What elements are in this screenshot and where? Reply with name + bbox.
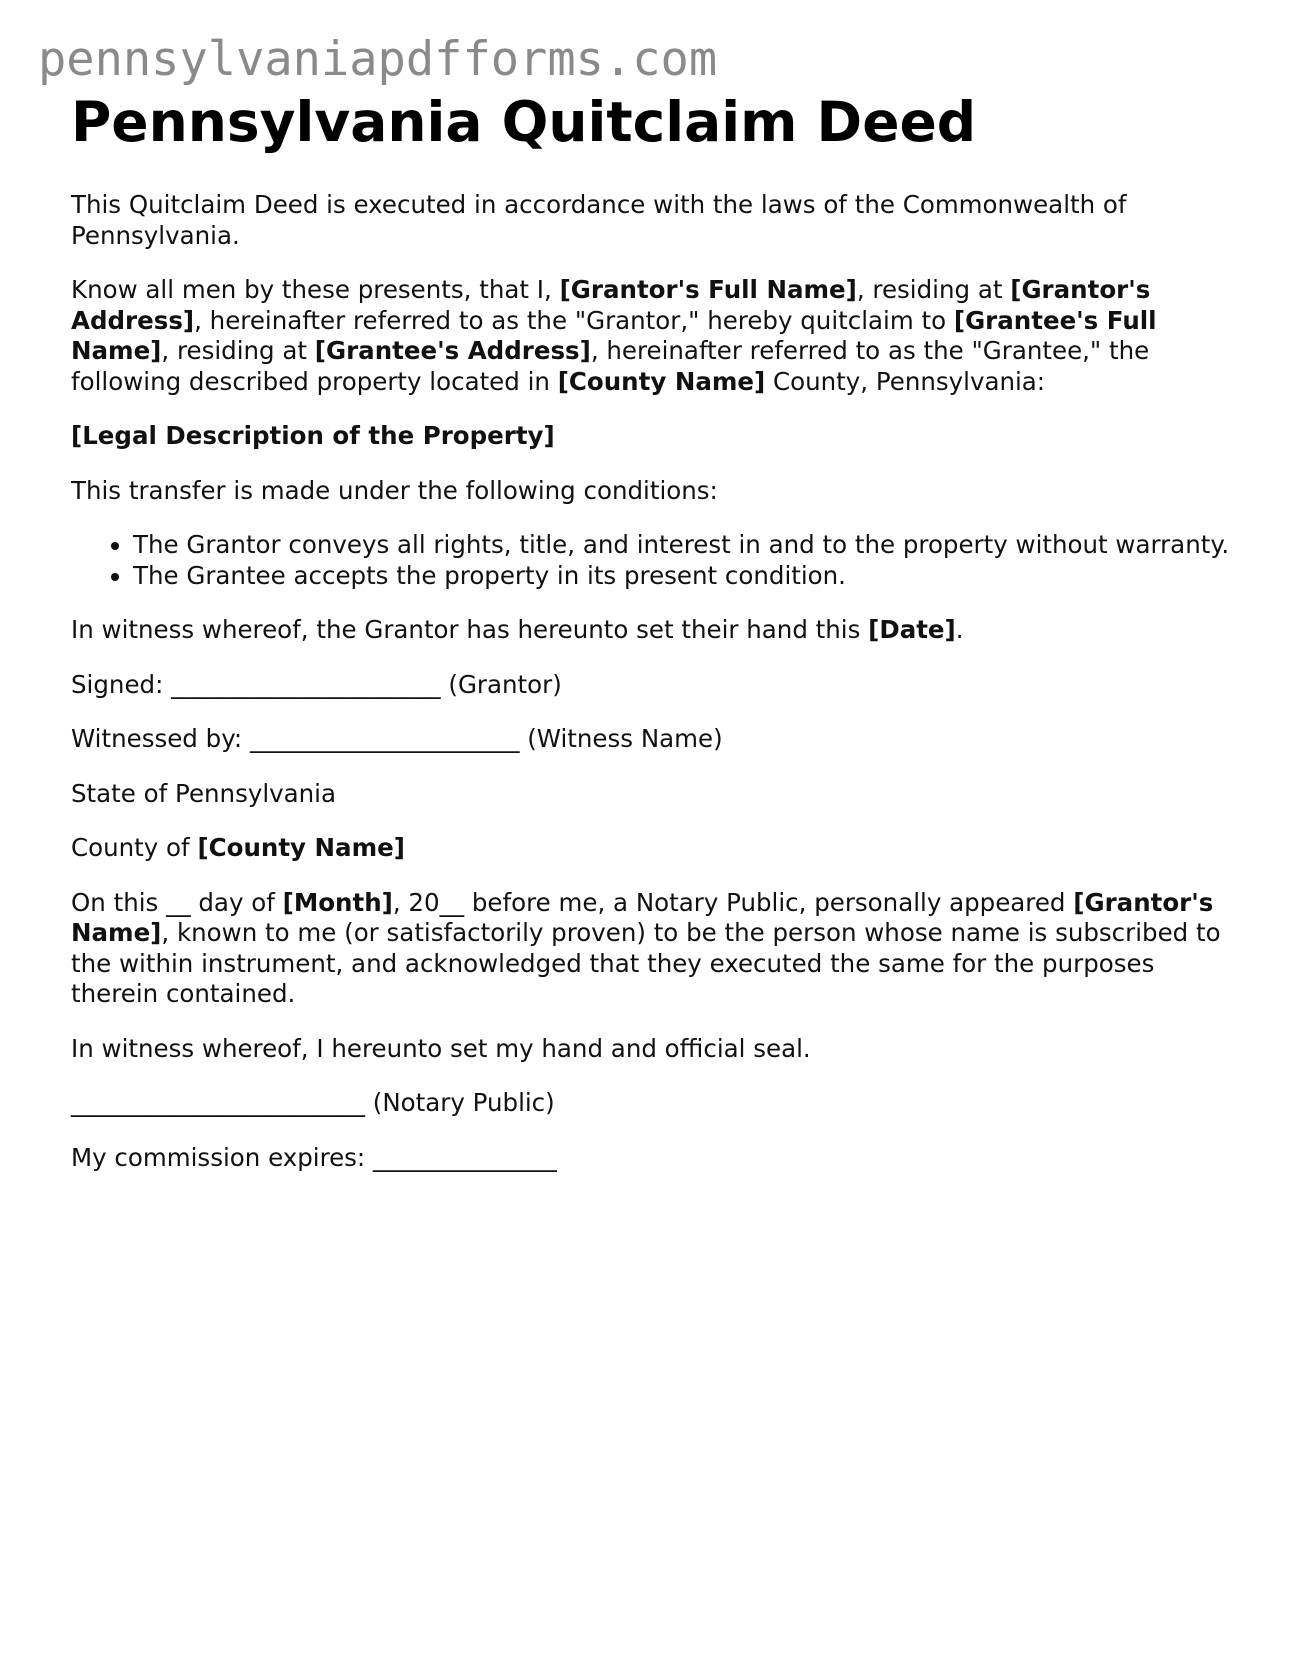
county-name-placeholder: [County Name]: [197, 833, 405, 862]
grantee-address-placeholder: [Grantee's Address]: [314, 336, 591, 365]
grantor-address-placeholder: [Grantor's Address]: [71, 275, 1151, 335]
list-item: • The Grantor conveys all rights, title, and interest in and to the property without warranty.: [133, 530, 1231, 561]
grantor-name-placeholder: [Grantor's Name]: [71, 887, 1214, 947]
county-line: County of [County Name]: [71, 833, 405, 862]
document-title: Pennsylvania Quitclaim Deed: [71, 90, 977, 154]
state-line: State of Pennsylvania: [71, 778, 337, 808]
list-item: • The Grantee accepts the property in its present condition.: [133, 561, 1231, 592]
witness-paragraph: In witness whereof, the Grantor has hereunto set their hand this [Date].: [71, 615, 964, 644]
seal-paragraph: In witness whereof, I hereunto set my hand and official seal.: [71, 1033, 811, 1063]
county-name-placeholder: [County Name]: [557, 366, 766, 396]
legal-description-placeholder: [Legal Description of the Property]: [71, 421, 555, 450]
conditions-intro: This transfer is made under the following conditions:: [71, 475, 718, 505]
watermark: pennsylvaniapdfforms.com: [38, 32, 718, 87]
commission-expires-line: My commission expires: _______________: [71, 1142, 557, 1172]
notary-signature-line: ________________________ (Notary Public): [71, 1088, 555, 1117]
document-body: [71, 88, 1231, 1197]
intro-paragraph: This Quitclaim Deed is executed in accordance with the laws of the Commonwealth of Pennsylvania.: [71, 190, 1127, 250]
month-placeholder: [Month]: [282, 887, 393, 917]
grantee-full-name-placeholder: [Grantee's Full Name]: [71, 305, 1157, 365]
conditions-list: [71, 530, 1231, 591]
grantor-full-name-placeholder: [Grantor's Full Name]: [559, 275, 857, 304]
notary-acknowledgment-paragraph: On this __ day of [Month], 20__ before me, a Notary Public, personally appeared [Grantor's Name], known to me (or satisfactorily proven) to be the person whose name is subscribed to the within instrument, and acknowledged that they executed the same for the purposes therein contained.: [71, 887, 1221, 1008]
date-placeholder: [Date]: [868, 615, 956, 644]
parties-paragraph: Know all men by these presents, that I, [Grantor's Full Name], residing at [Grantor's Address], hereinafter referred to as the "Grantor," hereby quitclaim to [Grantee's Full Name], residing at [Grantee's Address], hereinafter referred to as the "Grantee," the following described property located in [County Name] County, Pennsylvania:: [71, 275, 1157, 396]
grantor-signature-line: Signed: ______________________ (Grantor): [71, 669, 562, 699]
witness-signature-line: Witnessed by: ______________________ (Witness Name): [71, 724, 723, 753]
